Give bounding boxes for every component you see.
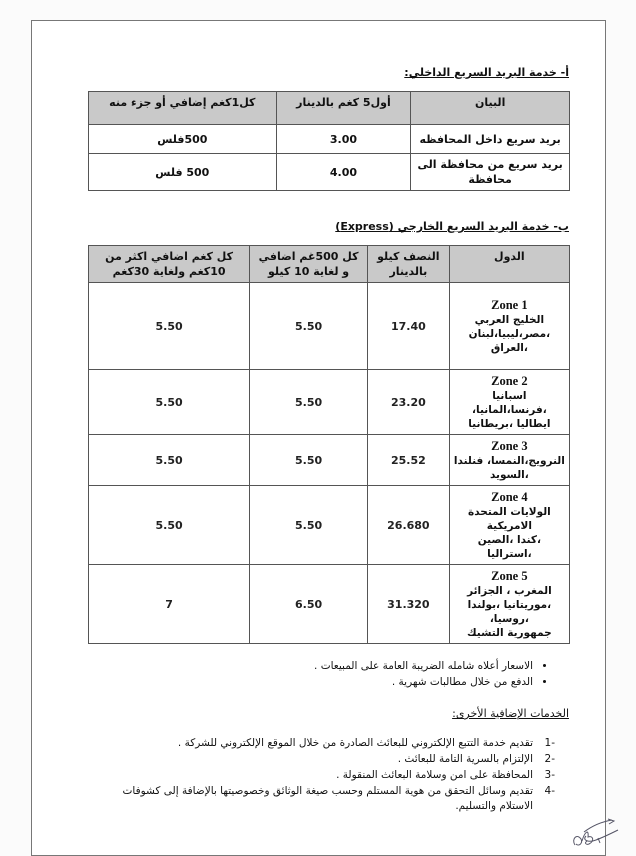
zone-cell [449, 283, 569, 370]
row-description: بريد سريع من محافظة الى محافظة [411, 154, 570, 191]
service-item [88, 752, 555, 767]
section-b-heading: ب- خدمة البريد السريع الخارجي (Express) [335, 220, 569, 233]
note-item: • الاسعار أعلاه شامله الضريبة العامة على المبيعات . [88, 658, 533, 674]
row-each-extra-kg: 500فلس [89, 125, 277, 154]
zone-countries: جمهورية التشيك [467, 627, 552, 639]
half-kg-price: 31.320 [367, 565, 449, 644]
zone-countries: اسبانيا ،فرنسا،المانيا، [472, 390, 547, 416]
table-row [89, 154, 570, 191]
zone-countries: المغرب ، الجزائر [467, 585, 552, 597]
zone-name: Zone 1 [491, 298, 528, 312]
domestic-express-table [88, 91, 570, 191]
service-text: تقديم خدمة التتبع الإلكتروني للبعائث الصادرة من خلال الموقع الإلكتروني للشركة . [177, 737, 533, 749]
table-row [89, 565, 570, 644]
service-text: تقديم وسائل التحقق من هوية المستلم وحسب صيغة الوثائق وخصوصيتها بالإضافة إلى كشوفات الاستلام والتسليم. [122, 785, 533, 812]
notes-list [88, 658, 549, 690]
per-kg-over-10-price: 5.50 [89, 486, 250, 565]
per-500g-price: 6.50 [250, 565, 368, 644]
service-item [88, 736, 555, 751]
additional-services-list [88, 736, 569, 814]
note-item: • الدفع من خلال مطالبات شهرية . [88, 674, 533, 690]
zone-countries: ،السويد [489, 469, 529, 481]
zone-name: Zone 3 [491, 439, 528, 453]
table-row [89, 486, 570, 565]
international-express-table [88, 245, 570, 644]
half-kg-price: 25.52 [367, 435, 449, 486]
col-per-kg-over-10: كل كغم اضافي اكثر من 10كغم ولغاية 30كغم [89, 246, 250, 283]
zone-countries: الخليج العربي [474, 314, 545, 326]
per-500g-price: 5.50 [250, 370, 368, 435]
service-item [88, 768, 555, 783]
zone-cell [449, 565, 569, 644]
service-number: -3 [544, 769, 555, 781]
col-first-5kg: أول5 كغم بالدينار [276, 92, 411, 125]
table-header-row [89, 246, 570, 283]
service-number: -4 [544, 785, 555, 797]
half-kg-price: 23.20 [367, 370, 449, 435]
row-first-5kg: 3.00 [276, 125, 411, 154]
section-a-heading: أ- خدمة البريد السريع الداخلي: [404, 66, 569, 79]
col-countries: الدول [449, 246, 569, 283]
row-first-5kg: 4.00 [276, 154, 411, 191]
per-500g-price: 5.50 [250, 283, 368, 370]
table-row [89, 125, 570, 154]
table-row [89, 370, 570, 435]
zone-cell [449, 370, 569, 435]
zone-countries: ،مصر،ليبيا،لبنان ،العراق [468, 328, 551, 354]
col-half-kg: النصف كيلو بالدينار [367, 246, 449, 283]
zone-name: Zone 2 [491, 374, 528, 388]
per-kg-over-10-price: 5.50 [89, 283, 250, 370]
additional-services-heading: الخدمات الإضافية الأخرى: [452, 707, 569, 720]
page-border [31, 20, 606, 856]
zone-cell [449, 486, 569, 565]
col-each-extra-kg: كل1كغم إضافي أو جزء منه [89, 92, 277, 125]
zone-countries: ايطاليا ،بريطانيا [468, 418, 551, 430]
per-kg-over-10-price: 7 [89, 565, 250, 644]
per-kg-over-10-price: 5.50 [89, 435, 250, 486]
service-number: -2 [544, 753, 555, 765]
per-500g-price: 5.50 [250, 486, 368, 565]
table-header-row [89, 92, 570, 125]
zone-countries: ،موريتانيا ،بولندا ،روسيا، [467, 599, 552, 625]
handwritten-signature [578, 818, 622, 844]
row-description: بريد سريع داخل المحافظه [411, 125, 570, 154]
row-each-extra-kg: 500 فلس [89, 154, 277, 191]
table-row [89, 283, 570, 370]
col-description: البيان [411, 92, 570, 125]
half-kg-price: 26.680 [367, 486, 449, 565]
per-kg-over-10-price: 5.50 [89, 370, 250, 435]
table-row [89, 435, 570, 486]
zone-name: Zone 4 [491, 490, 528, 504]
service-text: المحافظة على امن وسلامة البعائث المنقولة . [336, 769, 533, 781]
service-number: -1 [544, 737, 555, 749]
zone-name: Zone 5 [491, 569, 528, 583]
zone-countries: ،كندا ،الصين ،استراليا [477, 534, 542, 560]
col-per-500g: كل 500غم اضافي و لغاية 10 كيلو [250, 246, 368, 283]
per-500g-price: 5.50 [250, 435, 368, 486]
service-item [88, 784, 555, 814]
service-text: الإلتزام بالسرية التامة للبعائث . [397, 753, 533, 765]
zone-cell [449, 435, 569, 486]
half-kg-price: 17.40 [367, 283, 449, 370]
zone-countries: الولايات المتحدة الامريكية [468, 506, 551, 532]
zone-countries: النرويج،النمسا، فنلندا [453, 455, 565, 467]
